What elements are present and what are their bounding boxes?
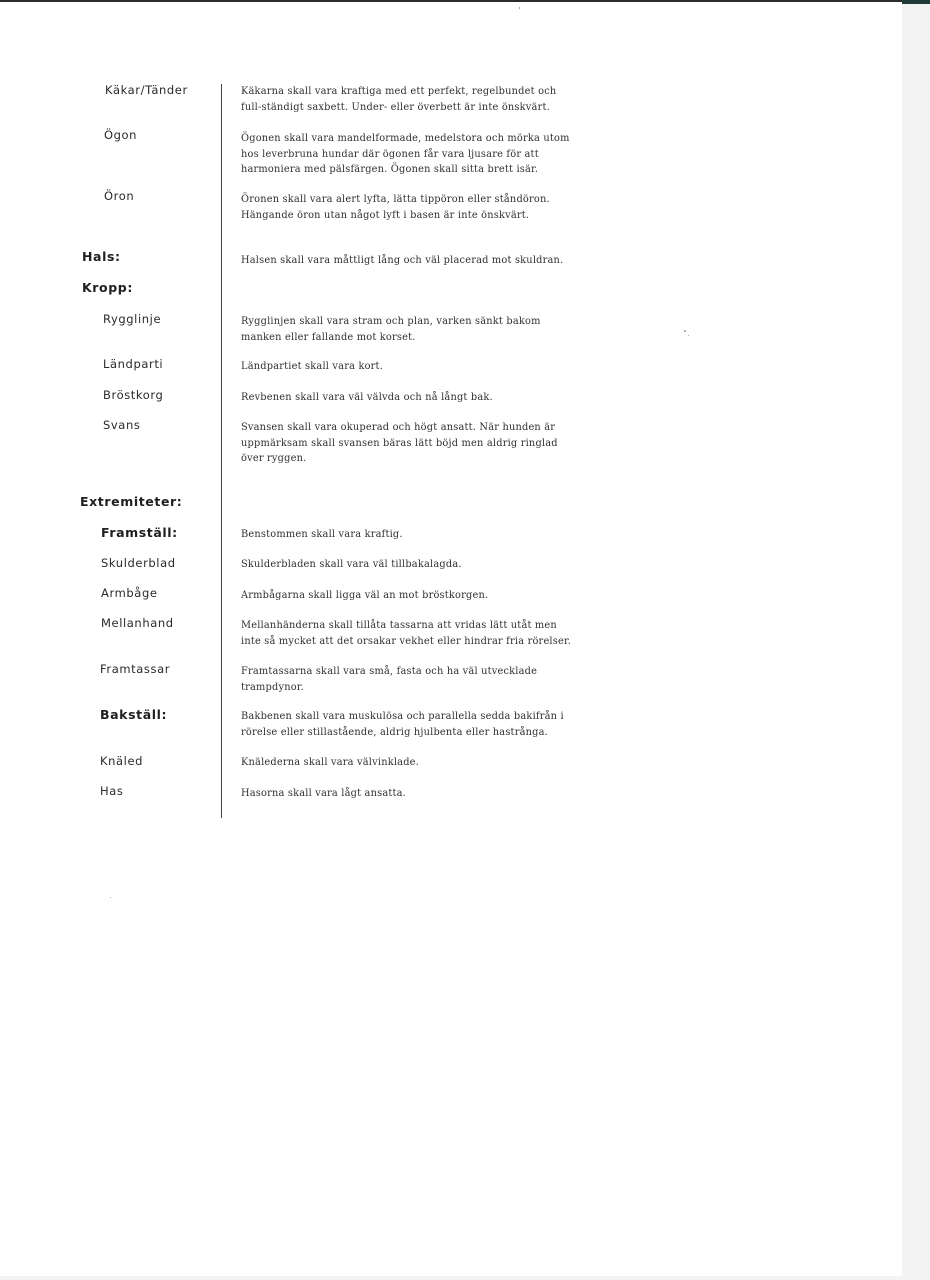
label-armbage: Armbåge bbox=[101, 586, 158, 600]
label-mellanhand: Mellanhand bbox=[101, 616, 174, 630]
text-landparti: Ländpartiet skall vara kort. bbox=[241, 361, 384, 372]
label-kakar-tander: Käkar/Tänder bbox=[105, 83, 188, 97]
label-brostkorg: Bröstkorg bbox=[103, 388, 164, 402]
column-divider bbox=[221, 84, 222, 818]
text-armbage: Armbågarna skall ligga väl an mot bröstkorgen. bbox=[241, 590, 489, 601]
text-mellanhand: Mellanhänderna skall tillåta tassarna att vridas lätt utåt men inte så mycket att det orsakar vekhet eller hindrar fria rörelser. bbox=[241, 620, 572, 647]
label-skulderblad: Skulderblad bbox=[101, 556, 176, 570]
label-framtassar: Framtassar bbox=[100, 662, 171, 676]
text-brostkorg: Revbenen skall vara väl välvda och nå långt bak. bbox=[241, 392, 493, 403]
text-kakar-tander: Käkarna skall vara kraftiga med ett perfekt, regelbundet och full-ständigt saxbett. Under- eller överbett är inte önskvärt. bbox=[241, 86, 557, 113]
text-hals: Halsen skall vara måttligt lång och väl placerad mot skuldran. bbox=[241, 255, 564, 266]
text-svans: Svansen skall vara okuperad och högt ansatt. När hunden är uppmärksam skall svansen bäras lätt böjd men aldrig ringlad över ryggen. bbox=[241, 422, 558, 464]
text-framtassar: Framtassarna skall vara små, fasta och ha väl utvecklade trampdynor. bbox=[241, 666, 538, 693]
text-framstall: Benstommen skall vara kraftig. bbox=[241, 529, 403, 540]
scan-speck bbox=[519, 7, 520, 9]
scan-speck bbox=[684, 330, 686, 332]
text-has: Hasorna skall vara lågt ansatta. bbox=[241, 788, 407, 799]
text-oron: Öronen skall vara alert lyfta, lätta tippöron eller ståndöron. Hängande öron utan något lyft i basen är inte önskvärt. bbox=[241, 194, 550, 221]
scan-speck bbox=[688, 335, 689, 336]
heading-bakstall: Bakställ: bbox=[100, 707, 168, 722]
heading-hals: Hals: bbox=[82, 249, 121, 264]
heading-kropp: Kropp: bbox=[82, 280, 133, 295]
scan-speck bbox=[110, 897, 111, 898]
heading-framstall: Framställ: bbox=[101, 525, 178, 540]
label-knaled: Knäled bbox=[100, 754, 144, 768]
text-knaled: Knälederna skall vara välvinklade. bbox=[241, 757, 419, 768]
label-ogon: Ögon bbox=[104, 128, 138, 142]
label-landparti: Ländparti bbox=[103, 357, 164, 371]
label-has: Has bbox=[100, 784, 124, 798]
text-skulderblad: Skulderbladen skall vara väl tillbakalagda. bbox=[241, 559, 462, 570]
scan-corner-mark bbox=[902, 0, 930, 4]
text-bakstall: Bakbenen skall vara muskulösa och parallella sedda bakifrån i rörelse eller stillastående, aldrig hjulbenta eller hastrånga. bbox=[241, 711, 564, 738]
label-oron: Öron bbox=[104, 189, 135, 203]
text-ogon: Ögonen skall vara mandelformade, medelstora och mörka utom hos leverbruna hundar där ögonen får vara ljusare för att harmoniera med pälsfärgen. Ögonen skall sitta brett isär. bbox=[241, 133, 570, 175]
label-svans: Svans bbox=[103, 418, 141, 432]
label-rygglinje: Rygglinje bbox=[103, 312, 162, 326]
text-rygglinje: Rygglinjen skall vara stram och plan, varken sänkt bakom manken eller fallande mot korset. bbox=[241, 316, 541, 343]
heading-extremiteter: Extremiteter: bbox=[80, 494, 183, 509]
scan-top-edge bbox=[0, 0, 930, 2]
